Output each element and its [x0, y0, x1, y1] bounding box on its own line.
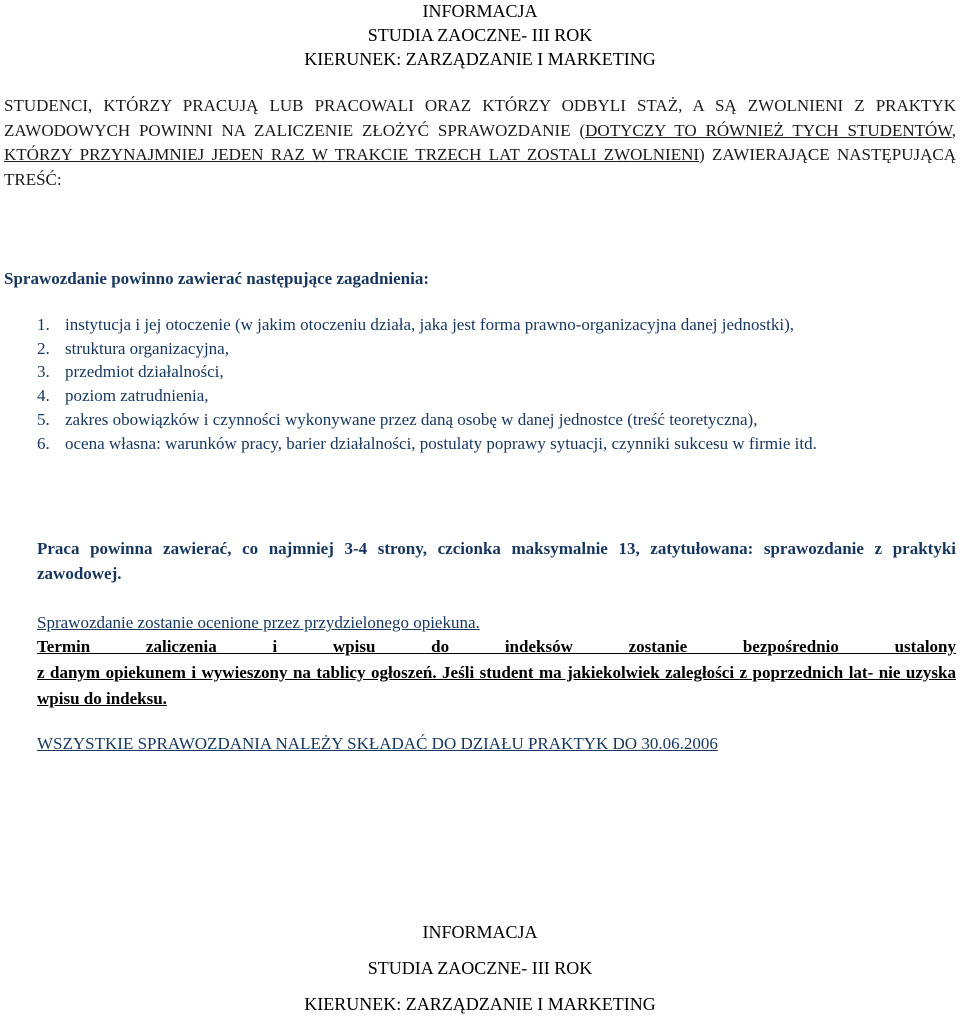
header-field: KIERUNEK: ZARZĄDZANIE I MARKETING: [304, 49, 656, 69]
list-item: [37, 432, 956, 456]
header-title: INFORMACJA: [422, 1, 538, 21]
intro-before: STUDENCI, KTÓRZY PRACUJĄ LUB PRACOWALI ORAZ KTÓRZY ODBYLI STAŻ, A SĄ ZWOLNIENI Z PRAKTYK ZAWODOWYCH POWINNI NA ZALICZENIE ZŁOŻYĆ SPRAWOZDANIE (: [4, 96, 956, 140]
deadline-paragraph: [37, 634, 956, 712]
intro-paragraph: [4, 94, 956, 192]
list-item-text: poziom zatrudnienia,: [65, 386, 209, 406]
list-item-text: przedmiot działalności,: [65, 362, 224, 382]
list-item: [37, 408, 956, 432]
list-item-text: zakres obowiązków i czynności wykonywane przez daną osobę w danej jednostce (treść teoretyczna),: [65, 409, 758, 429]
intro-after: ) ZAWIERAJĄCE NASTĘPUJĄCĄ TREŚĆ:: [4, 145, 956, 189]
list-item: [37, 360, 956, 384]
list-item-number: 3.: [37, 362, 50, 382]
list-item: [37, 313, 956, 337]
list-item-number: 6.: [37, 433, 50, 453]
section-subheading: Sprawozdanie powinno zawierać następujące zagadnienia:: [4, 269, 429, 288]
header-bottom: [0, 914, 960, 1022]
deadline-line-1: Termin zaliczenia i wpisu do indeksów zostanie bezpośrednio ustalony: [37, 637, 956, 656]
header-title: INFORMACJA: [422, 922, 538, 942]
list-item-text: ocena własna: warunków pracy, barier działalności, postulaty poprawy sytuacji, czynniki sukcesu w firmie itd.: [65, 433, 817, 453]
header-year: STUDIA ZAOCZNE- III ROK: [367, 958, 593, 978]
list-item: [37, 337, 956, 361]
deadline-rest: z danym opiekunem i wywieszony na tablicy ogłoszeń. Jeśli student ma jakiekolwiek zaległości z poprzednich lat- nie uzyska wpisu do indeksu.: [37, 663, 956, 708]
intro-underlined: DOTYCZY TO RÓWNIEŻ TYCH STUDENTÓW, KTÓRZY PRZYNAJMNIEJ JEDEN RAZ W TRAKCIE TRZECH LAT ZOSTALI ZWOLNIENI: [4, 120, 956, 164]
list-item-number: 2.: [37, 338, 50, 358]
list-item-number: 5.: [37, 409, 50, 429]
requirements-paragraph: Praca powinna zawierać, co najmniej 3-4 strony, czcionka maksymalnie 13, zatytułowana: sprawozdanie z praktyki zawodowej.: [37, 539, 956, 583]
list-item-number: 4.: [37, 386, 50, 406]
header-year: STUDIA ZAOCZNE- III ROK: [367, 25, 593, 45]
topics-list: [37, 313, 956, 455]
evaluation-note: Sprawozdanie zostanie ocenione przez przydzielonego opiekuna.: [37, 613, 480, 632]
list-item: [37, 384, 956, 408]
header-top: [0, 0, 960, 71]
list-item-text: instytucja i jej otoczenie (w jakim otoczeniu działa, jaka jest forma prawno-organizacyjna danej jednostki),: [65, 315, 794, 334]
submission-deadline: WSZYSTKIE SPRAWOZDANIA NALEŻY SKŁADAĆ DO DZIAŁU PRAKTYK DO 30.06.2006: [37, 734, 718, 753]
list-item-text: struktura organizacyjna,: [65, 338, 229, 358]
list-item-number: 1.: [37, 315, 50, 334]
header-field: KIERUNEK: ZARZĄDZANIE I MARKETING: [304, 994, 656, 1014]
